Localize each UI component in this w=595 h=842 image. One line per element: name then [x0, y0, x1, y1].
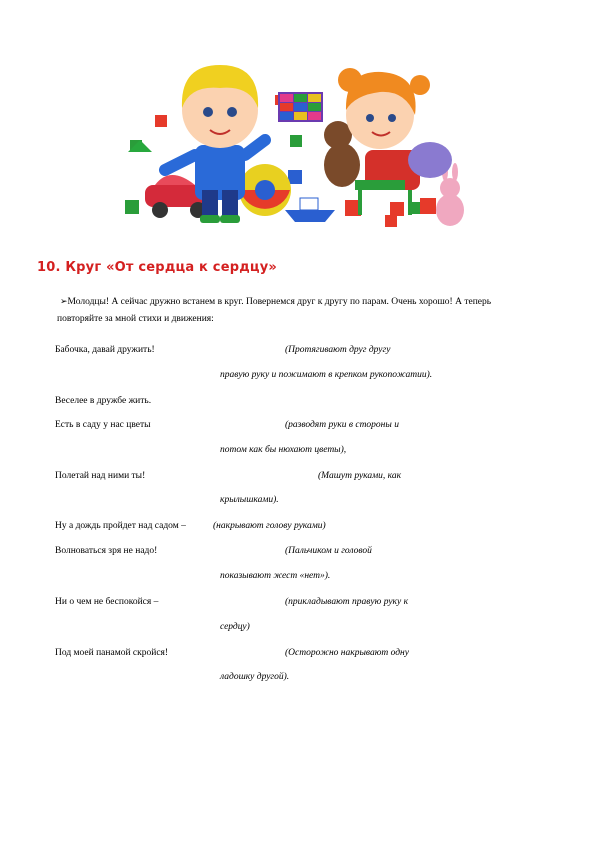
poem-line: Есть в саду у нас цветы	[55, 420, 151, 430]
poem-line: Волноваться зря не надо!	[55, 546, 158, 556]
intro-line-1: Молодцы! А сейчас дружно встанем в круг. Повернемся друг к другу по парам. Очень хорошо! А теперь	[67, 297, 492, 307]
poem-action: (Осторожно накрывают одну	[285, 648, 409, 658]
poem-action-continued: показывают жест «нет»).	[220, 571, 331, 581]
poem-line: Ни о чем не беспокойся –	[55, 597, 159, 607]
children-with-toys-illustration	[110, 40, 490, 240]
poem-line: Веселее в дружбе жить.	[55, 396, 152, 406]
intro-line-2: повторяйте за мной стихи и движения:	[57, 314, 214, 324]
arrow-bullet-icon: ➢	[60, 296, 68, 306]
poem-action-continued: крылышками).	[220, 495, 279, 505]
poem-line: Полетай над ними ты!	[55, 471, 146, 481]
poem-action-continued: ладошку другой).	[220, 672, 290, 682]
poem-action: (Протягивают друг другу	[285, 345, 391, 355]
intro-paragraph	[57, 293, 560, 328]
poem-action: (Машут руками, как	[318, 471, 402, 481]
poem-line: Бабочка, давай дружить!	[55, 345, 155, 355]
poem-action-continued: правую руку и пожимают в крепком рукопожатии).	[220, 370, 433, 380]
poem-line: Ну а дождь пройдет над садом –	[55, 521, 186, 531]
poem-action-continued: сердцу)	[220, 622, 250, 632]
section-heading: 10. Круг «От сердца к сердцу»	[37, 260, 278, 275]
poem-action: (накрывают голову руками)	[213, 521, 326, 531]
poem-action: (Пальчиком и головой	[285, 546, 372, 556]
poem-action: (разводят руки в стороны и	[285, 420, 399, 430]
poem-action: (прикладывают правую руку к	[285, 597, 409, 607]
poem-line: Под моей панамой скройся!	[55, 648, 169, 658]
poem-action-continued: потом как бы нюхают цветы),	[220, 445, 347, 455]
